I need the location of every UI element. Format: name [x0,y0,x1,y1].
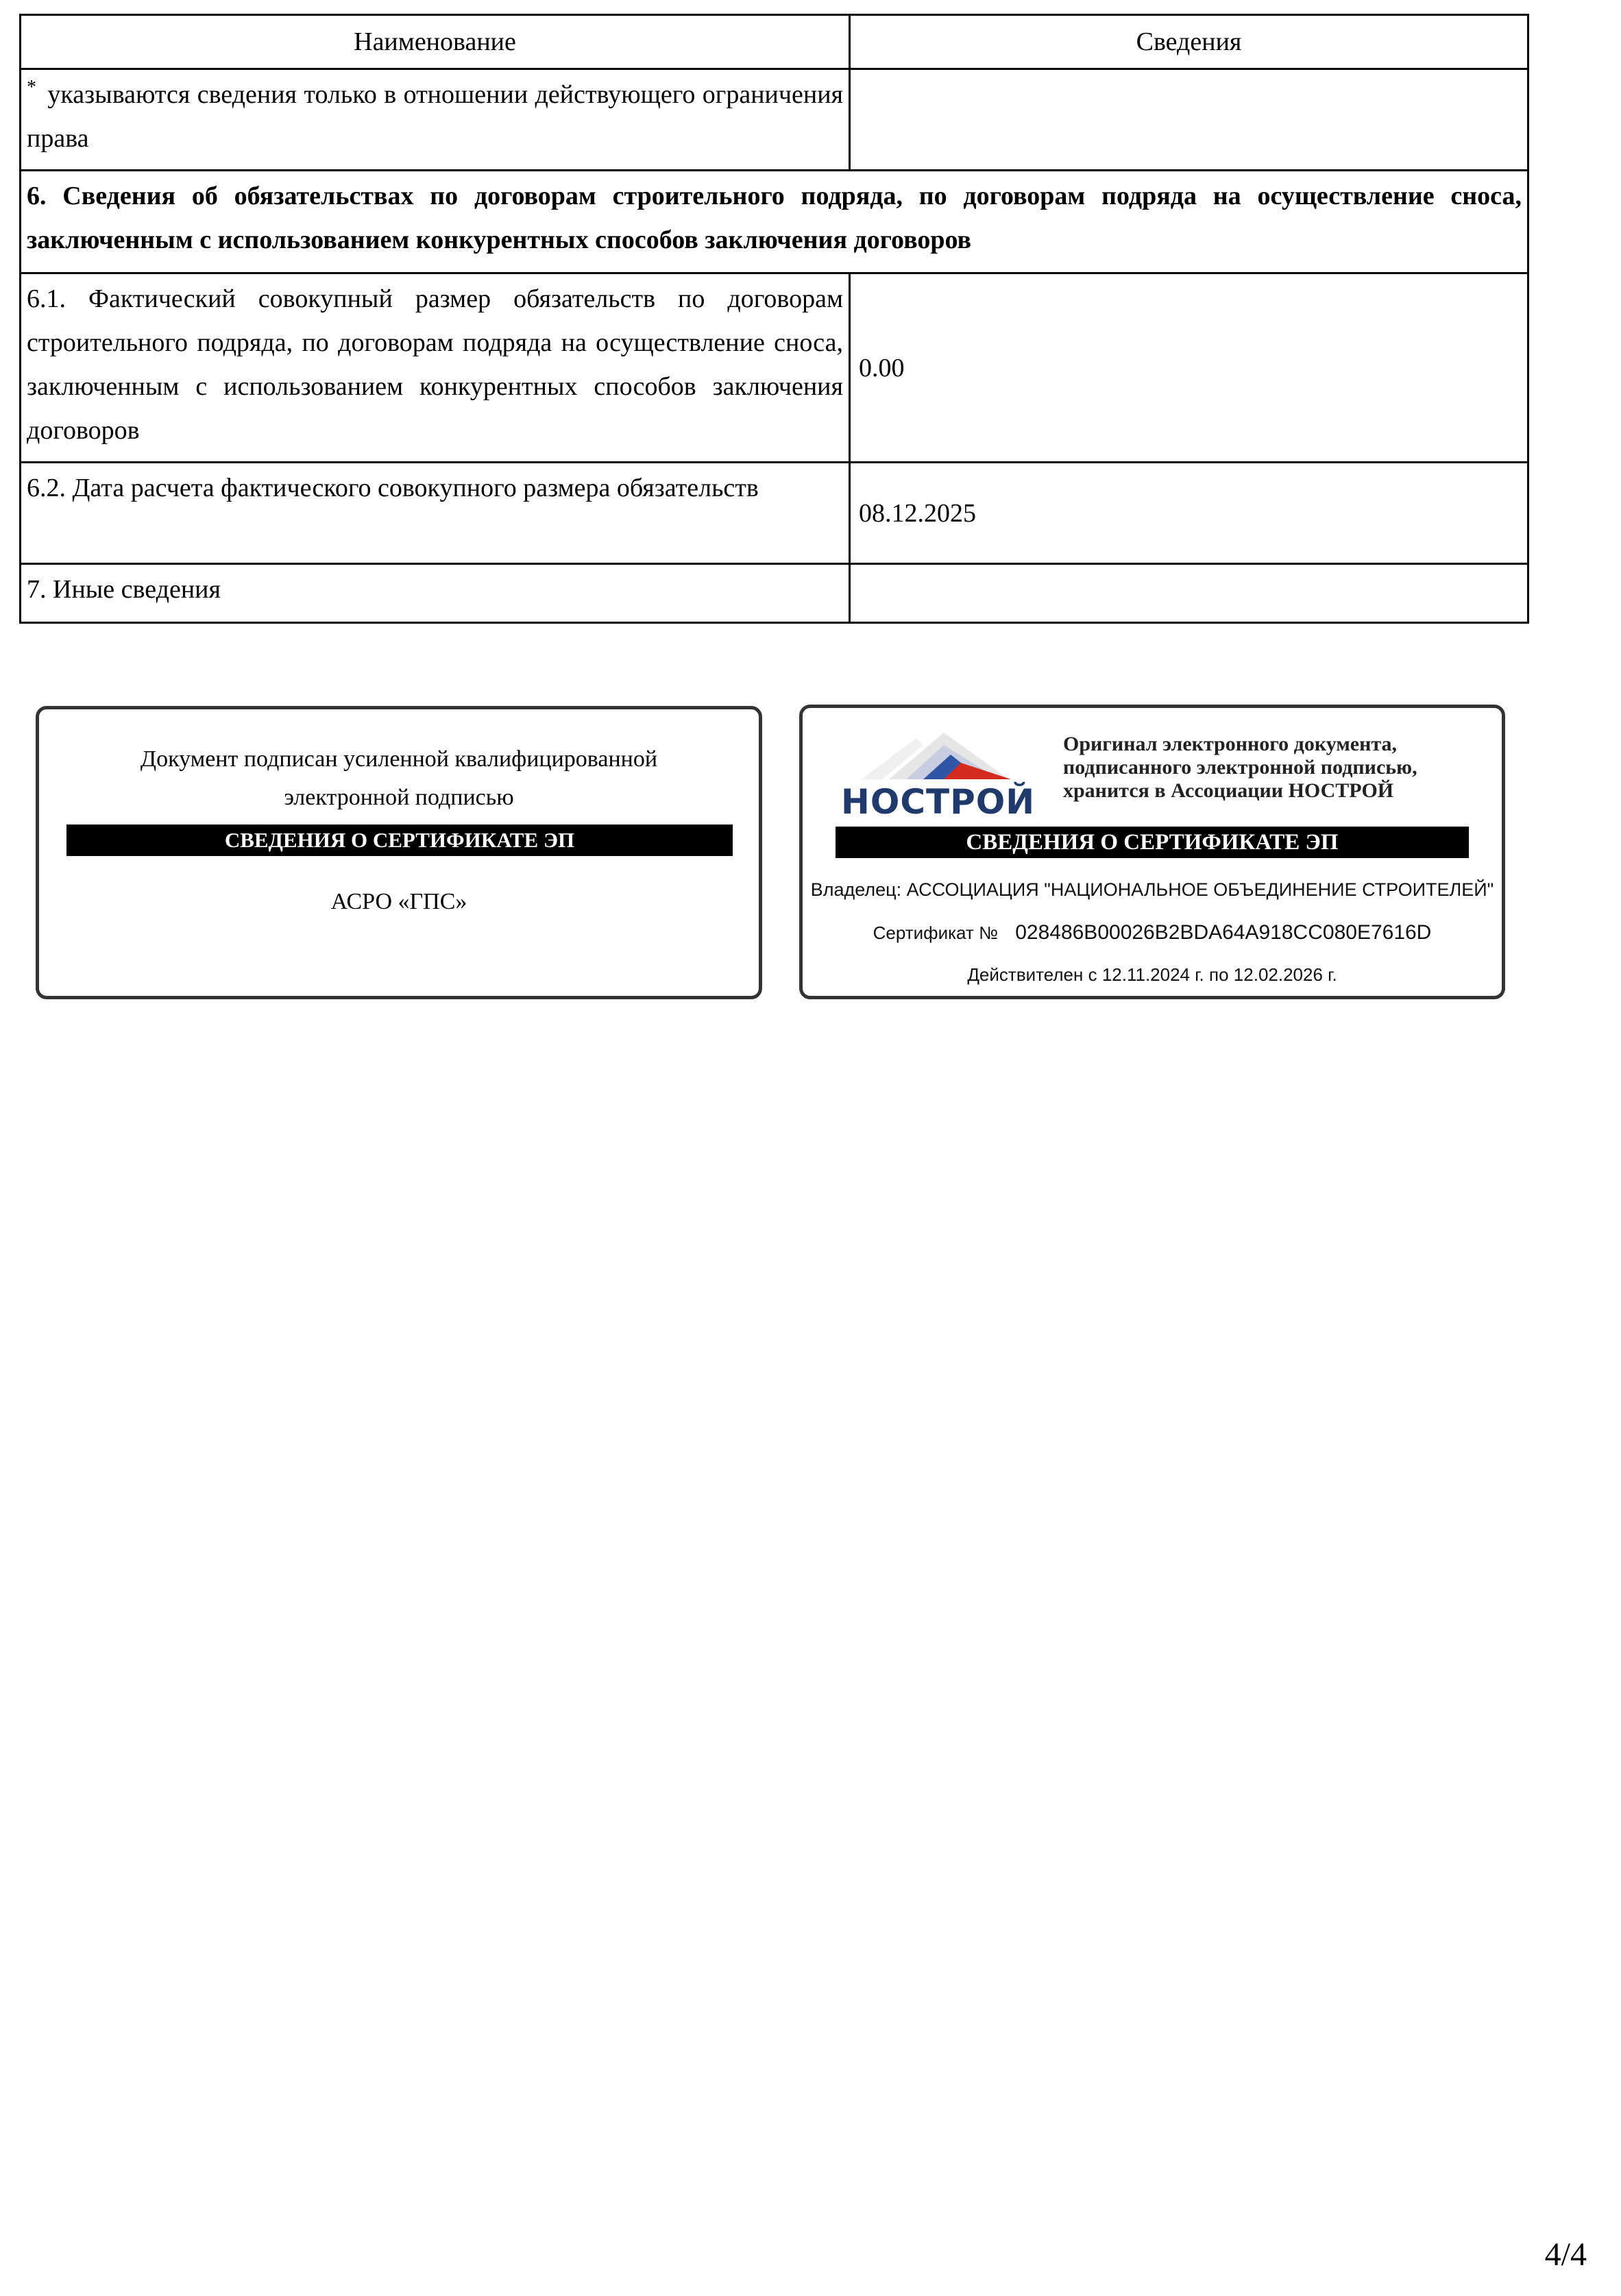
table-row [21,463,1528,564]
certificate-owner [803,879,1502,901]
row-value-cell [850,69,1528,171]
table-row [21,564,1528,623]
owner-label: Владелец: [810,879,902,900]
cert-label: Сертификат № [873,923,998,943]
owner-value: АССОЦИАЦИЯ "НАЦИОНАЛЬНОЕ ОБЪЕДИНЕНИЕ СТРОИТЕЛЕЙ" [906,879,1494,900]
certificate-number [803,921,1502,944]
stamp-signed-line1: Документ подписан усиленной квалифицированной [140,746,658,772]
valid-from-value: 12.11.2024 г. [1101,964,1204,985]
stamp-signed-line2: электронной подписью [284,785,514,810]
valid-to-label: по [1209,964,1229,985]
certificate-info-bar: СВЕДЕНИЯ О СЕРТИФИКАТЕ ЭП [836,827,1469,858]
row-name-cell: 6.1. Фактический совокупный размер обязательств по договорам строительного подряда, по договорам подряда на осуществление сноса, заключенным с использованием конкурентных способов заключения договоров [21,273,850,463]
table-row [21,273,1528,463]
table-header-row [21,15,1528,69]
original-document-note: Оригинал электронного документа, подписанного электронной подписью, хранится в Ассоциации НОСТРОЙ [1063,733,1417,802]
stamp-organization: АСРО «ГПС» [330,889,467,914]
row-name-cell: 7. Иные сведения [21,564,850,623]
section-row [21,171,1528,273]
nostroy-logo [841,724,1036,822]
cert-value: 028486B00026B2BDA64A918CC080E7616D [1015,921,1432,944]
row-name-cell: 6.2. Дата расчета фактического совокупного размера обязательств [21,463,850,564]
logo-text: НОСТРОЙ [841,782,1036,822]
valid-from-label: Действителен с [967,964,1097,985]
info-table [19,14,1529,624]
header-info: Сведения [850,15,1528,69]
row-name-text: указываются сведения только в отношении действующего ограничения права [27,80,844,153]
row-value-cell: 08.12.2025 [850,463,1528,564]
roof-icon [841,724,1019,786]
row-name-cell [21,69,850,171]
valid-to-value: 12.02.2026 г. [1233,964,1337,985]
certificate-info-bar: СВЕДЕНИЯ О СЕРТИФИКАТЕ ЭП [66,825,733,856]
header-name: Наименование [21,15,850,69]
section-heading: 6. Сведения об обязательствах по договорам строительного подряда, по договорам подряда на осуществление сноса, заключенным с использованием конкурентных способов заключения договоров [21,171,1528,273]
asterisk-mark: * [27,77,36,99]
signature-stamp-left [36,706,762,999]
table-row [21,69,1528,171]
page-number: 4/4 [1544,2236,1587,2273]
row-value-cell: 0.00 [850,273,1528,463]
signature-stamp-right [799,705,1505,999]
certificate-validity [803,964,1502,986]
row-value-cell [850,564,1528,623]
